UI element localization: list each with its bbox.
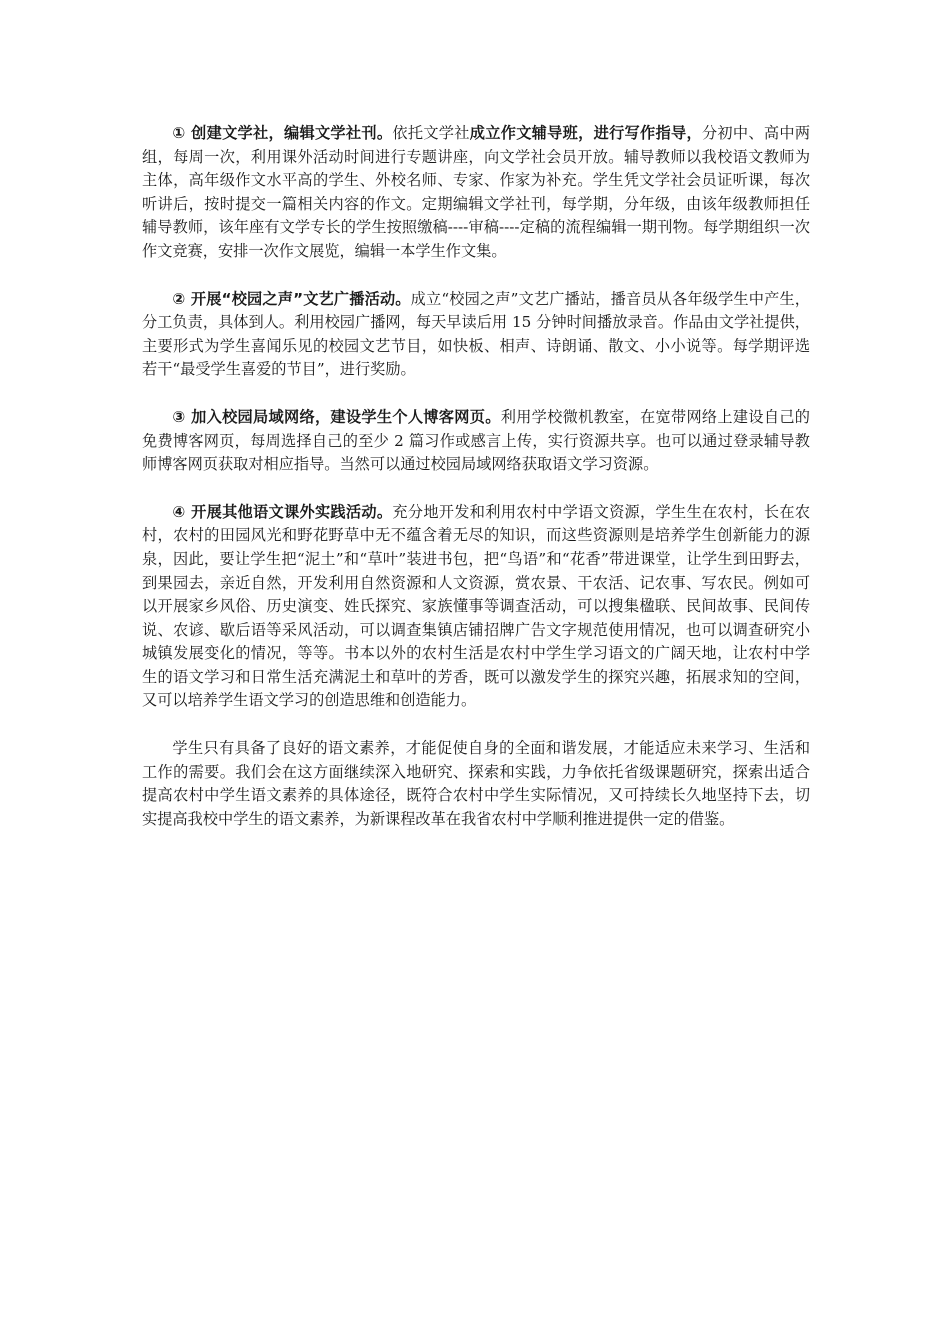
paragraph-5 (142, 737, 810, 831)
document-body (142, 122, 810, 855)
paragraph-3 (142, 406, 810, 477)
paragraph-4 (142, 501, 810, 713)
paragraph-3-heading: ③ 加入校园局域网络，建设学生个人博客网页。 (172, 407, 501, 426)
paragraph-1-bold-phrase: 成立作文辅导班，进行写作指导， (469, 124, 702, 142)
paragraph-3-text: 利用学校微机教室，在宽带网络上建设自己的免费博客网页，每周选择自己的至少 2 篇习作或感言上传，实行资源共享。也可以通过登录辅导教师博客网页获取对相应指导。当然可以通过校园局域网络获取语文学习资源。 (142, 407, 810, 474)
paragraph-1-pre: 依托文学社 (392, 124, 470, 142)
paragraph-2 (142, 288, 810, 382)
paragraph-4-heading: ④ 开展其他语文课外实践活动。 (172, 502, 393, 521)
paragraph-1 (142, 122, 810, 264)
paragraph-2-heading: ② 开展“校园之声”文艺广播活动。 (172, 289, 411, 308)
paragraph-1-heading: ① 创建文学社，编辑文学社刊。 (172, 124, 393, 142)
paragraph-4-text: 充分地开发和利用农村中学语文资源，学生生在农村，长在农村，农村的田园风光和野花野草中无不蕴含着无尽的知识，而这些资源则是培养学生创新能力的源泉，因此，要让学生把“泥土”和“草叶”装进书包，把“鸟语”和“花香”带进课堂，让学生到田野去，到果园去，亲近自然，开发利用自然资源和人文资源，赏农景、干农活、记农事、写农民。例如可以开展家乡风俗、历史演变、姓氏探究、家族懂事等调查活动，可以搜集楹联、民间故事、民间传说、农谚、歇后语等采风活动，可以调查集镇店铺招牌广告文字规范使用情况，也可以调查研究小城镇发展变化的情况，等等。书本以外的农村生活是农村中学生学习语文的广阔天地，让农村中学生的语文学习和日常生活充满泥土和草叶的芳香，既可以激发学生的探究兴趣，拓展求知的空间，又可以培养学生语文学习的创造思维和创造能力。 (142, 502, 811, 710)
paragraph-2-text: 成立“校园之声”文艺广播站，播音员从各年级学生中产生，分工负责，具体到人。利用校园广播网，每天早读后用 15 分钟时间播放录音。作品由文学社提供，主要形式为学生喜闻乐见的校园文艺节目，如快板、相声、诗朗诵、散文、小小说等。每学期评选若干“最受学生喜爱的节目”，进行奖励。 (142, 289, 810, 379)
paragraph-5-text: 学生只有具备了良好的语文素养，才能促使自身的全面和谐发展，才能适应未来学习、生活和工作的需要。我们会在这方面继续深入地研究、探索和实践，力争依托省级课题研究，探索出适合提高农村中学生语文素养的具体途径，既符合农村中学生实际情况，又可持续长久地坚持下去，切实提高我校中学生的语文素养，为新课程改革在我省农村中学顺利推进提供一定的借鉴。 (142, 739, 810, 828)
paragraph-1-text: 分初中、高中两组，每周一次，利用课外活动时间进行专题讲座，向文学社会员开放。辅导教师以我校语文教师为主体，高年级作文水平高的学生、外校名师、专家、作家为补充。学生凭文学社会员证听课，每次听讲后，按时提交一篇相关内容的作文。定期编辑文学社刊，每学期，分年级，由该年级教师担任辅导教师，该年座有文学专长的学生按照缴稿----审稿----定稿的流程编辑一期刊物。每学期组织一次作文竞赛，安排一次作文展览，编辑一本学生作文集。 (142, 124, 811, 260)
